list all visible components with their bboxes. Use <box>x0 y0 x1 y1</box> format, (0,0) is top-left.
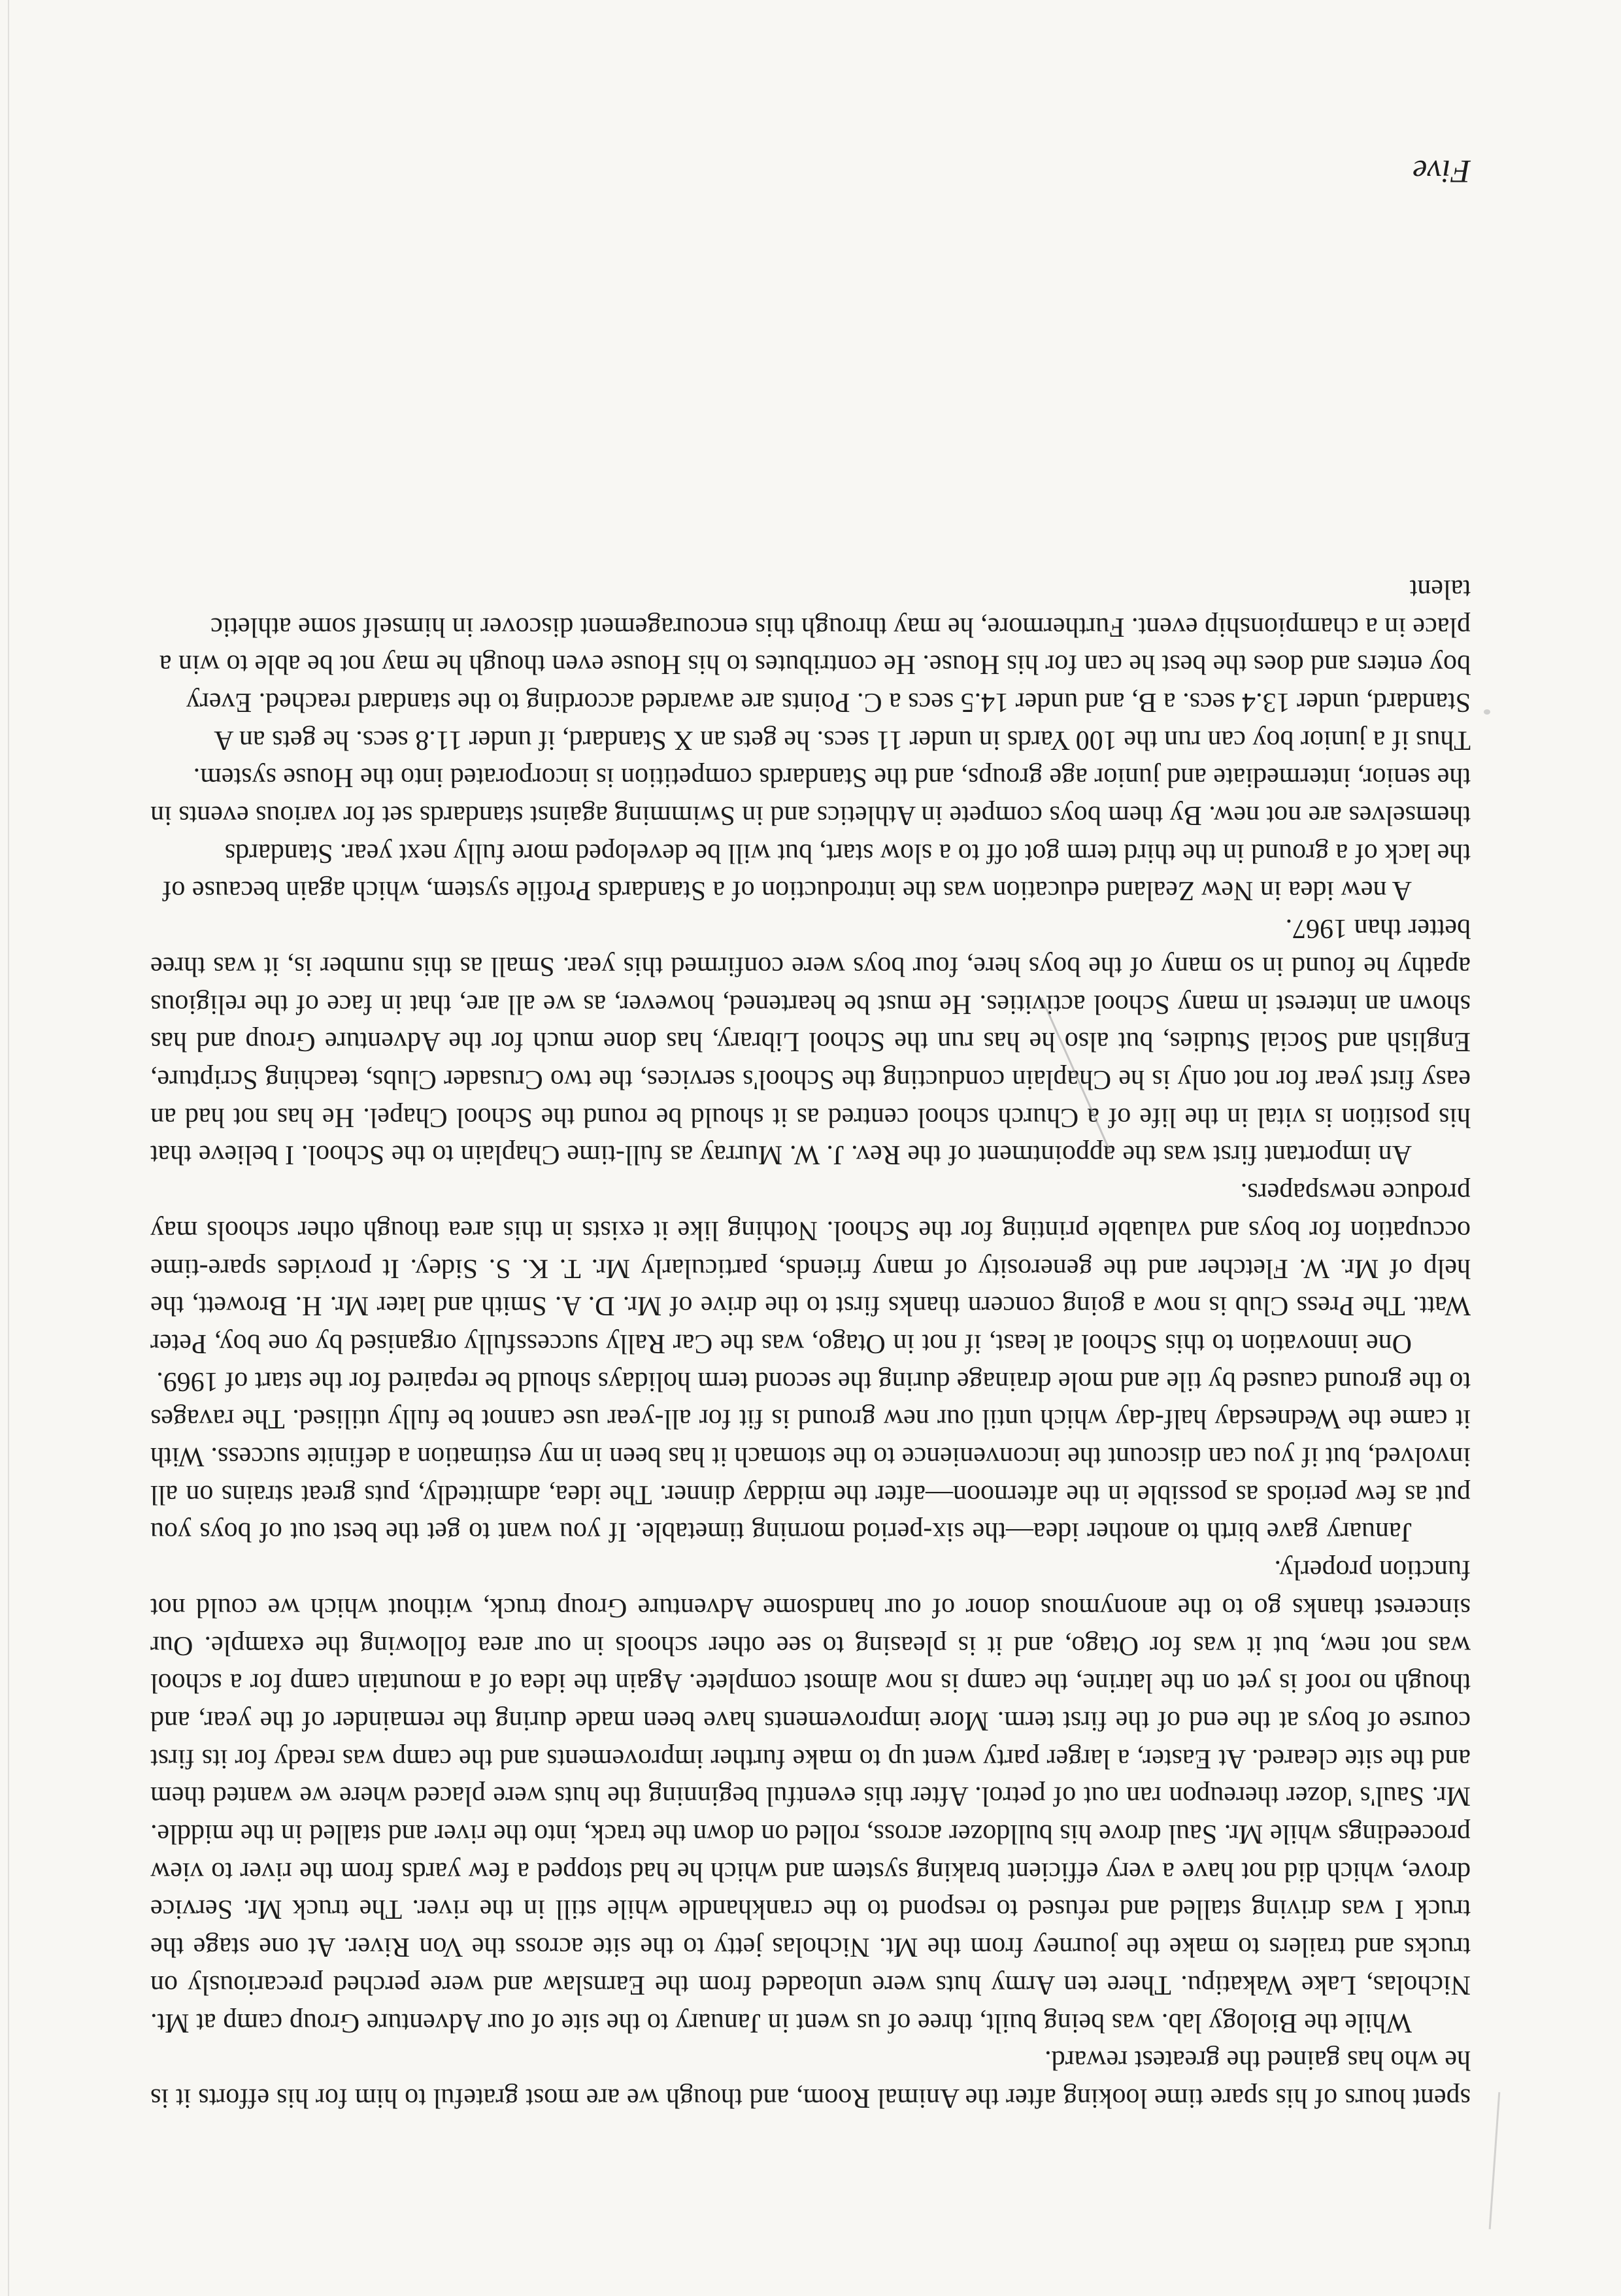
paragraph-chaplain: An important first was the appointment of the Rev. J. W. Murray as full-time Chaplain to the School. I believe that his position is vital in the life of a Church school centred as it should be round the School Chapel. He has not had an easy first year for not only is he Chaplain conducting the School's services, the two Crusader Clubs, teaching Scripture, English and Social Studies, but also he has run the School Library, has done much for the Adventure Group and has shown an interest in many School activities. He must be heartened, however, as we all are, that in face of the religious apathy he found in so many of the boys here, four boys were confirmed this year. Small as this number is, it was three better than 1967. <box>150 913 1471 1170</box>
scan-speck <box>1484 709 1490 715</box>
scan-edge-left <box>8 0 9 2296</box>
paragraph-animal-room: spent hours of his spare time looking after the Animal Room, and though we are most grateful to him for his efforts it is he who has gained the greatest reward. <box>150 2045 1471 2113</box>
paragraph-timetable: January gave birth to another idea—the six-period morning timetable. If you want to get the best out of boys you put as few periods as possible in the afternoon—after the midday dinner. The idea, admittedly, puts great strains on all involved, but if you can discount the inconvenience to the stomach it has been in my estimation a definite success. With it came the Wednesday half-day which until our new ground is fit for all-year use cannot be fully utilised. The ravages to the ground caused by tile and mole drainage during the second term holidays should be repaired for the start of 1969. <box>150 1366 1471 1547</box>
paragraph-standards-profile: A new idea in New Zealand education was the introduction of a Standards Profile system, which again because of the lack of a ground in the third term got off to a slow start, but will be developed more fully next year. Standards themselves are not new. By them boys compete in Athletics and in Swimming against standards set for various events in the senior, intermediate and junior age groups, and the Standards competition is incorporated into the House system. Thus if a junior boy can run the 100 Yards in under 11 secs. he gets an X Standard, if under 11.8 secs. he gets an A Standard, under 13.4 secs. a B, and under 14.5 secs a C. Points are awarded according to the standard reached. Every boy enters and does the best he can for his House. He contributes to his House even though he may not be able to win a place in a championship event. Furthermore, he may through this encouragement discover in himself some athletic talent <box>150 573 1471 906</box>
paragraph-adventure-camp: While the Biology lab. was being built, three of us went in January to the site of our Adventure Group camp at Mt. Nicholas, Lake Wakatipu. There ten Army huts were unloaded from the Earnslaw and were perched precariously on trucks and trailers to make the journey from the Mt. Nicholas jetty to the site across the Von River. At one stage the truck I was driving stalled and refused to respond to the crankhandle while still in the river. The truck Mr. Service drove, which did not have a very efficient braking system and which he had stopped a few yards from the river to view proceedings while Mr. Saul drove his bulldozer across, rolled on down the track, into the river and stalled in the middle. Mr. Saul's 'dozer thereupon ran out of petrol. After this eventful beginning the huts were placed where we wanted them and the site cleared. At Easter, a larger party went up to make further improvements and the camp was ready for its first course of boys at the end of the first term. More improvements have been made during the remainder of the year, and though no roof is yet on the latrine, the camp is now almost complete. Again the idea of a mountain camp for a school was not new, but it was for Otago, and it is pleasing to see other schools in our area following the example. Our sincerest thanks go to the anonymous donor of our handsome Adventure Group truck, without which we could not function properly. <box>150 1555 1471 2038</box>
body-text <box>150 569 1471 2116</box>
paragraph-car-rally-press-club: One innovation to this School at least, if not in Otago, was the Car Rally successfully organised by one boy, Peter Watt. The Press Club is now a going concern thanks first to the drive of Mr. D. A. Smith and later Mr. H. Browett, the help of Mr. W. Fletcher and the generosity of many friends, particularly Mr. T. K. S. Sidey. It provides spare-time occupation for boys and valuable printing for the School. Nothing like it exists in this area though other schools may produce newspapers. <box>150 1177 1471 1359</box>
page-number: Five <box>1412 154 1471 190</box>
